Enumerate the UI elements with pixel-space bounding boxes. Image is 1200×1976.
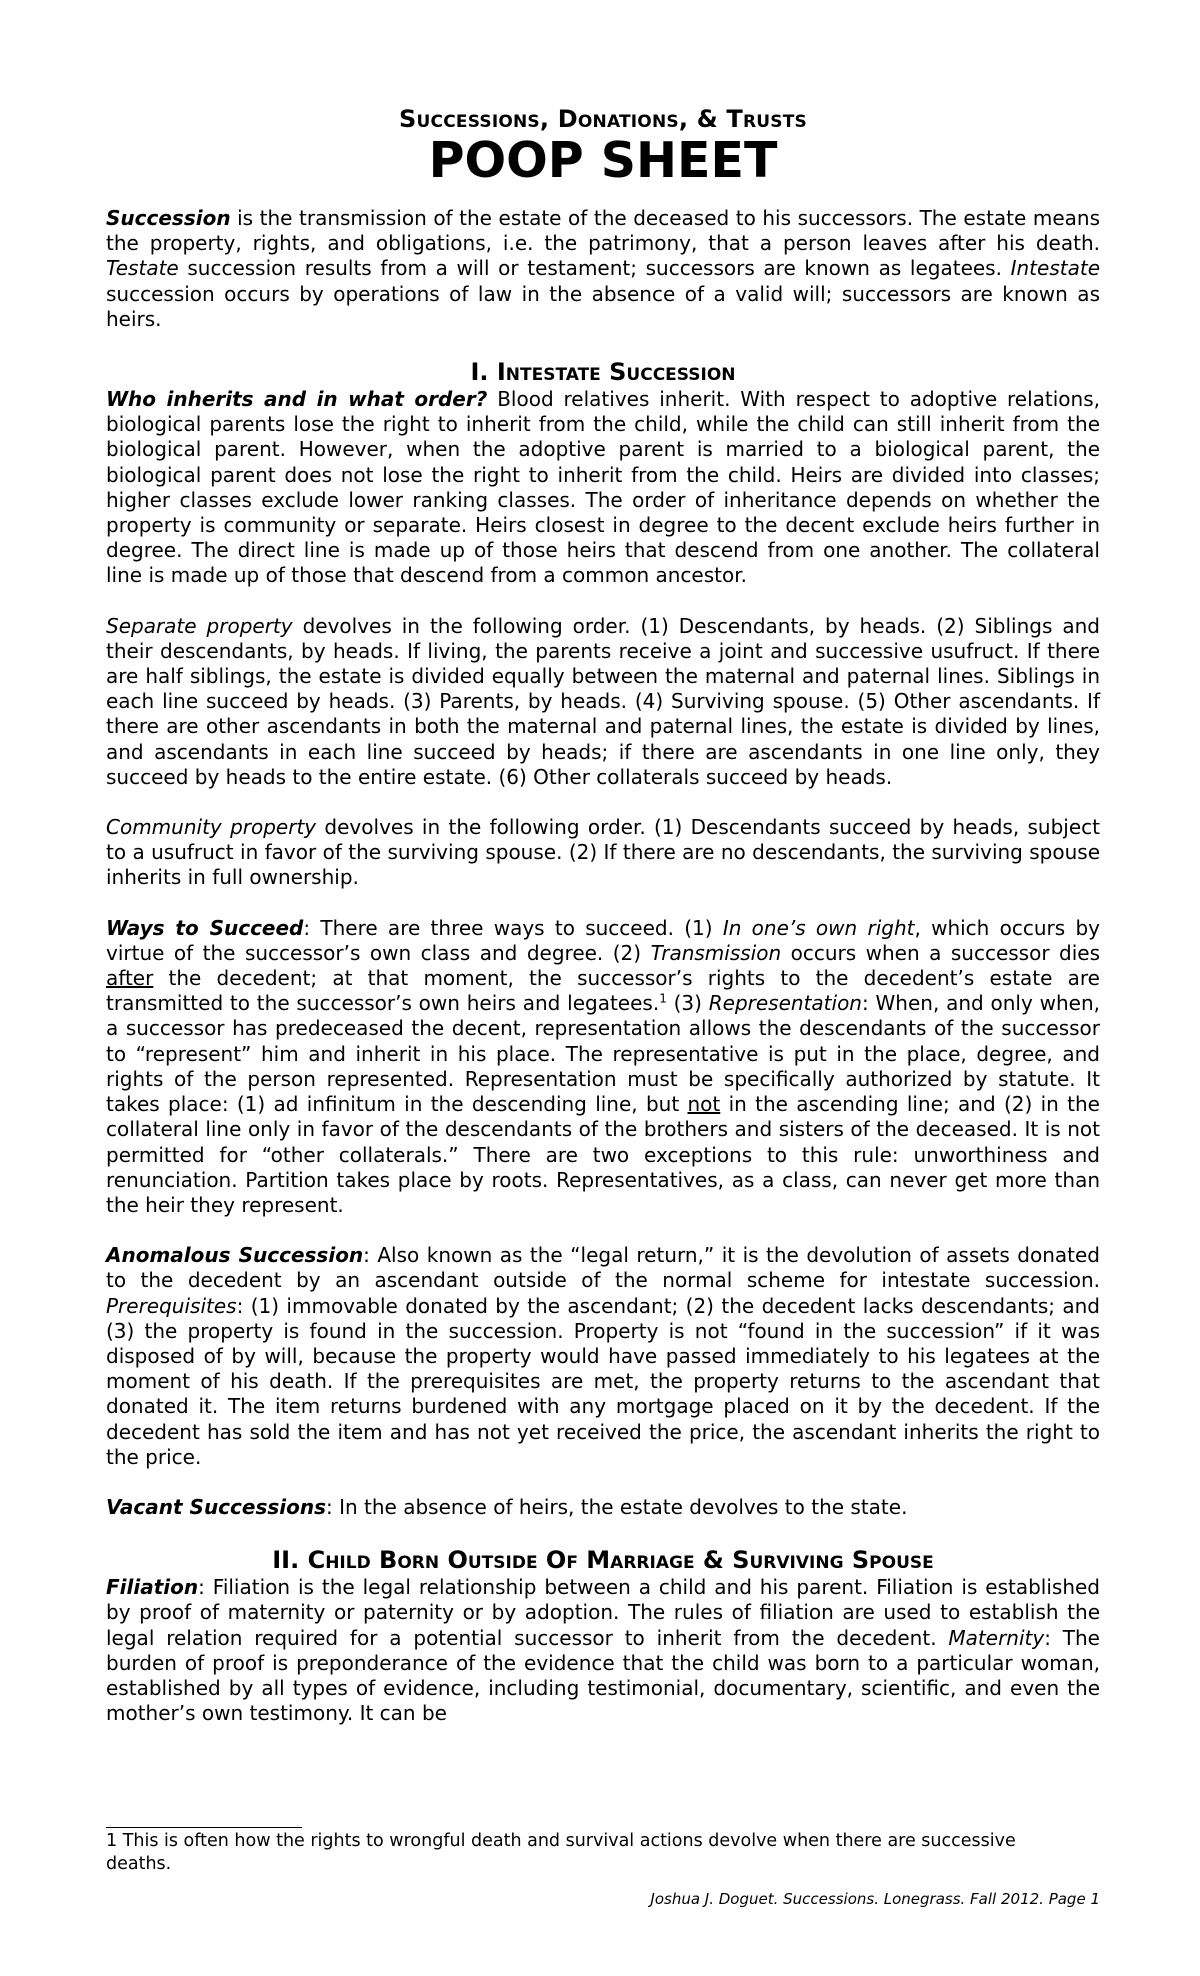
- document-header: Successions, Donations, & Trusts: [399, 105, 807, 133]
- section-heading-intestate: I. Intestate Succession: [470, 358, 736, 387]
- testate-term: Testate: [106, 256, 179, 281]
- ways-text-1: : There are three ways to succeed. (1): [303, 915, 723, 940]
- community-property-text: devolves in the following order. (1) Descendants succeed by heads, subject to a usufruct in favor of the surviving spouse. (2) If there are no descendants, the surviving spouse inherits in full ownership.: [106, 815, 1100, 890]
- section-heading-child-born: II. Child Born Outside Of Marriage & Surviving Spouse: [272, 1546, 934, 1575]
- own-right-term: In one’s own right: [722, 915, 915, 940]
- filiation-text-2: : The burden of proof is preponderance of the evidence that the child was born to a particular woman, established by all types of evidence, including testimonial, documentary, scientific, and even the mother’s own testimony. It can be: [106, 1625, 1100, 1726]
- prerequisites-term: Prerequisites: [106, 1293, 237, 1318]
- succession-term: Succession: [106, 206, 231, 230]
- filiation-term: Filiation: [106, 1575, 199, 1600]
- ways-text-3: occurs when a successor dies: [781, 940, 1100, 965]
- document-page: [106, 96, 1100, 1751]
- intro-paragraph: [106, 206, 1100, 332]
- intestate-term: Intestate: [1010, 256, 1100, 281]
- not-underlined: not: [687, 1092, 721, 1117]
- vacant-successions-text: : In the absence of heirs, the estate devolves to the state.: [326, 1494, 908, 1519]
- ways-text-2: , which occurs by virtue of the successor’s own class and degree. (2): [106, 915, 1100, 965]
- filiation-paragraph: [106, 1575, 1100, 1726]
- ways-text-5: (3): [666, 991, 709, 1016]
- who-inherits-text: Blood relatives inherit. With respect to adoptive relations, biological parents lose the right to inherit from the child, while the child can still inherit from the biological parent. However, when the adoptive parent is married to a biological parent, the biological parent does not lose the right to inherit from the child. Heirs are divided into classes; higher classes exclude lower ranking classes. The order of inheritance depends on whether the property is community or separate. Heirs closest in degree to the decent exclude heirs further in degree. The direct line is made up of those heirs that descend from one another. The collateral line is made up of those that descend from a common ancestor.: [106, 387, 1100, 588]
- ways-to-succeed-paragraph: [106, 916, 1100, 1218]
- page-footer: Joshua J. Doguet. Successions. Lonegrass. Fall 2012. Page 1: [650, 1890, 1100, 1908]
- anomalous-text-1: : Also known as the “legal return,” it is the devolution of assets donated to the decedent by an ascendant outside of the normal scheme for intestate succession.: [106, 1243, 1100, 1293]
- who-inherits-paragraph: [106, 387, 1100, 589]
- footnote-divider: [106, 1827, 302, 1828]
- page-title: POOP SHEET: [428, 132, 778, 189]
- vacant-successions-term: Vacant Successions: [106, 1494, 326, 1519]
- ways-text-6: : When, and only when, a successor has predeceased the decent, representation allows the descendants of the successor to “represent” him and inherit in his place. The representative is put in the place, degree, and rights of the person represented. Representation must be specifically authorized by statute. It takes place: (1) ad infinitum in the descending line, but: [106, 991, 1100, 1117]
- after-underlined: after: [106, 966, 154, 991]
- footnote-reference[interactable]: 1: [659, 991, 667, 1006]
- intro-text-2: succession results from a will or testament; successors are known as legatees.: [178, 256, 1011, 281]
- ways-text-7: in the ascending line; and (2) in the collateral line only in favor of the descendants of the brothers and sisters of the deceased. It is not permitted for “other collaterals.” There are two exceptions to this rule: unworthiness and renunciation. Partition takes place by roots. Representatives, as a class, can never get more than the heir they represent.: [106, 1092, 1100, 1217]
- ways-text-4: the decedent; at that moment, the successor’s rights to the decedent’s estate are transmitted to the successor’s own heirs and legatees.: [106, 966, 1100, 1016]
- anomalous-text-2: : (1) immovable donated by the ascendant; (2) the decedent lacks descendants; and (3) the property is found in the succession. Property is not “found in the succession” if it was disposed of by will, because the property would have passed immediately to his legatees at the moment of his death. If the prerequisites are met, the property returns to the ascendant that donated it. The item returns burdened with any mortgage placed on it by the decedent. If the decedent has sold the item and has not yet received the price, the ascendant inherits the right to the price.: [106, 1293, 1100, 1469]
- community-property-term: Community property: [106, 815, 317, 840]
- community-property-paragraph: [106, 815, 1100, 891]
- who-inherits-term: Who inherits and in what order?: [106, 387, 488, 412]
- maternity-term: Maternity: [948, 1625, 1045, 1650]
- separate-property-term: Separate property: [106, 613, 293, 638]
- intro-text-3: succession occurs by operations of law in the absence of a valid will; successors are known as heirs.: [106, 281, 1100, 331]
- ways-to-succeed-term: Ways to Succeed: [106, 915, 304, 940]
- separate-property-paragraph: [106, 614, 1100, 790]
- anomalous-succession-term: Anomalous Succession: [106, 1243, 364, 1268]
- filiation-text-1: : Filiation is the legal relationship between a child and his parent. Filiation is established by proof of maternity or paternity or by adoption. The rules of filiation are used to establish the legal relation required for a potential successor to inherit from the decedent.: [106, 1575, 1100, 1650]
- transmission-term: Transmission: [650, 940, 782, 965]
- separate-property-text: devolves in the following order. (1) Descendants, by heads. (2) Siblings and their descendants, by heads. If living, the parents receive a joint and successive usufruct. If there are half siblings, the estate is divided equally between the maternal and paternal lines. Siblings in each line succeed by heads. (3) Parents, by heads. (4) Surviving spouse. (5) Other ascendants. If there are other ascendants in both the maternal and paternal lines, the estate is divided by lines, and ascendants in each line succeed by heads; if there are ascendants in one line only, they succeed by heads to the entire estate. (6) Other collaterals succeed by heads.: [106, 613, 1100, 789]
- representation-term: Representation: [708, 991, 862, 1016]
- vacant-successions-paragraph: [106, 1495, 1100, 1520]
- footnote: 1 This is often how the rights to wrongful death and survival actions devolve when there are successive deaths.: [106, 1831, 1016, 1874]
- intro-text-1: is the transmission of the estate of the deceased to his successors. The estate means the property, rights, and obligations, i.e. the patrimony, that a person leaves after his death.: [106, 206, 1100, 256]
- anomalous-succession-paragraph: [106, 1243, 1100, 1470]
